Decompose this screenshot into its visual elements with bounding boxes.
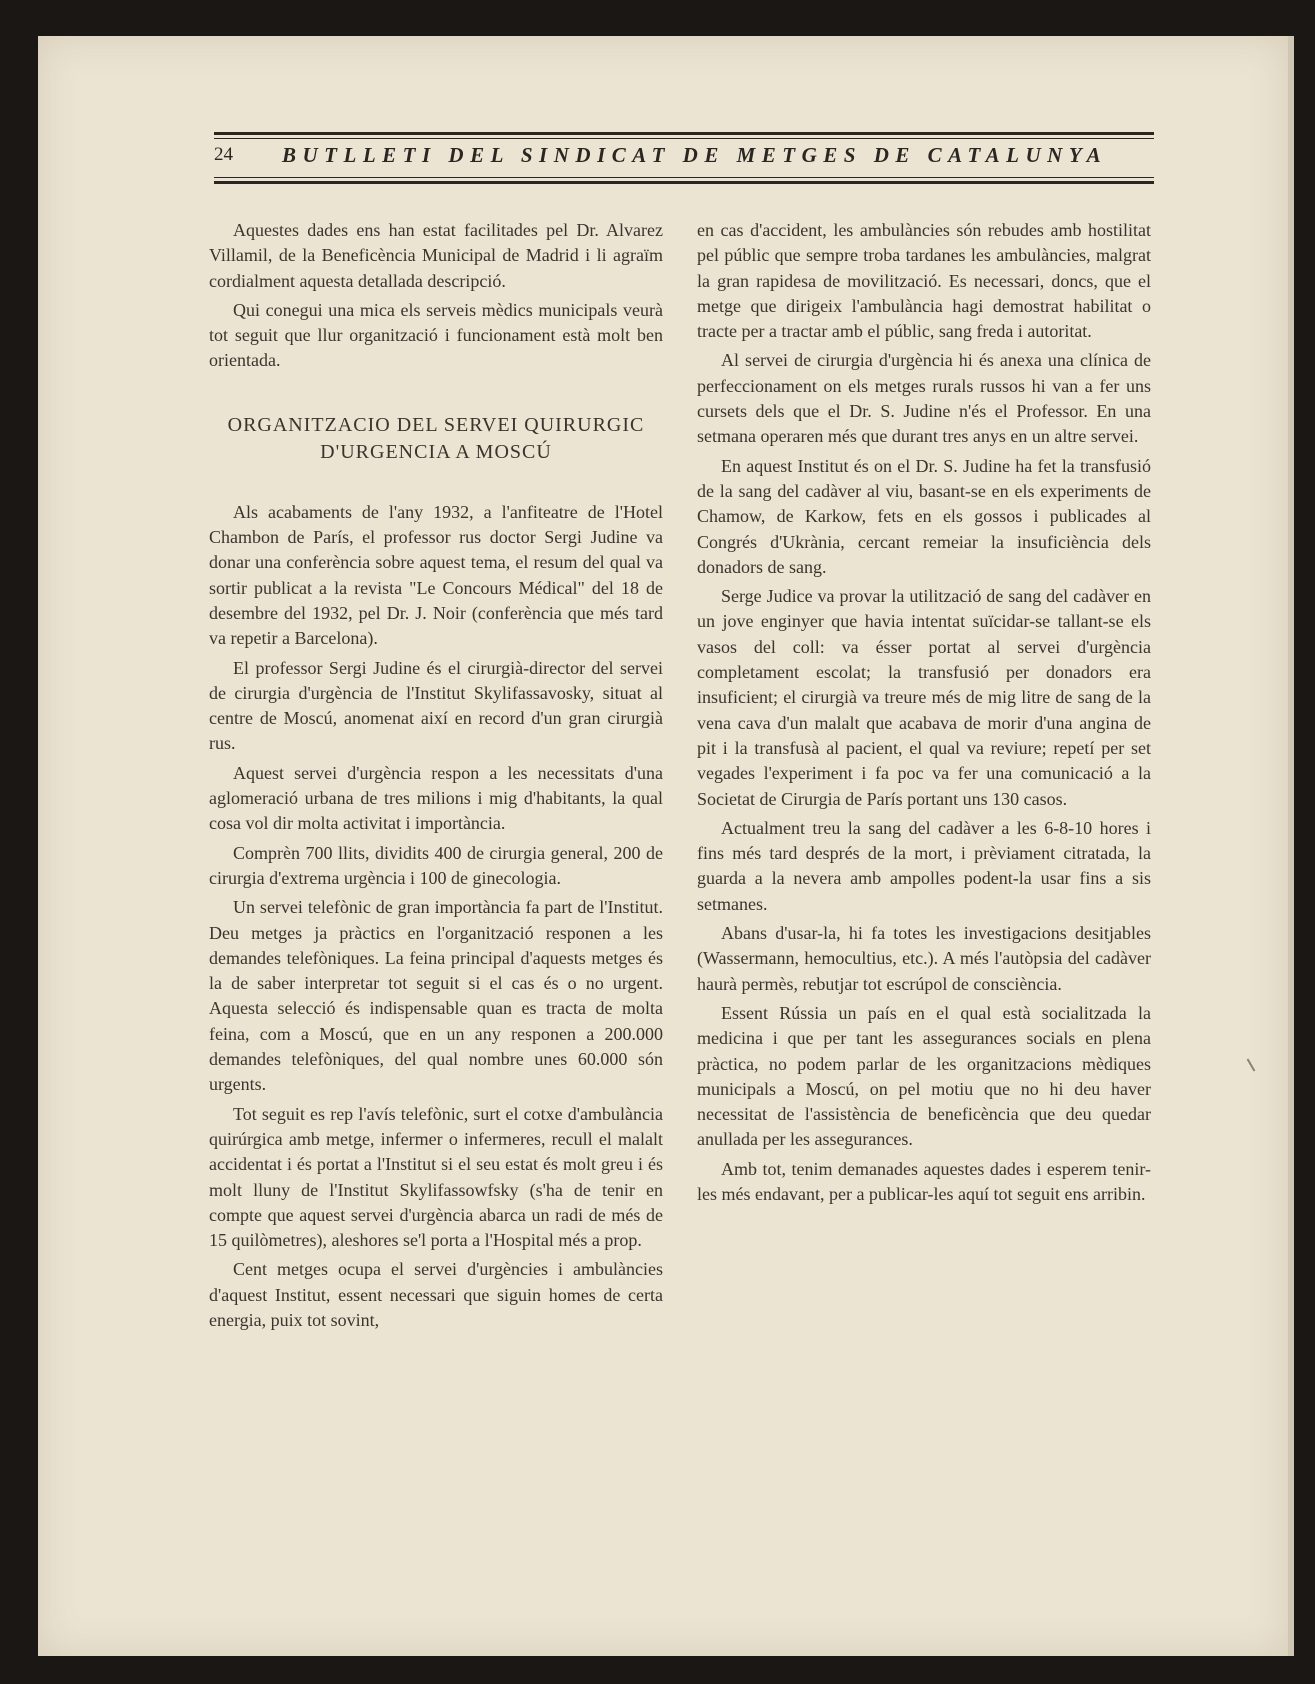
paragraph: en cas d'accident, les ambulàncies són rebudes amb hostilitat pel públic que sempre troba tardanes les ambulàncies, malgrat la gran rapidesa de movilització. Es necessari, doncs, que el metge que dirigeix l'ambulància hagi demostrat habilitat o tracte per a tractar amb el públic, sang freda i autoritat. [697, 220, 1151, 342]
page-number: 24 [214, 144, 233, 165]
left-column [209, 218, 663, 1337]
page-edge [1288, 36, 1294, 1656]
paragraph: Tot seguit es rep l'avís telefònic, surt el cotxe d'ambulància quirúrgica amb metge, infermer o infermeres, recull el malalt accidentat i és portat a l'Institut si el seu estat és molt greu i és molt lluny de l'Institut Skylifassowfsky (s'ha de tenir en compte que aquest servei d'urgència abarca un radi de més de 15 quilòmetres), aleshores se'l porta a l'Hospital més a prop. [209, 1103, 663, 1251]
running-title: BUTLLETI DEL SINDICAT DE METGES DE CATALUNYA [282, 143, 1108, 167]
paragraph: Essent Rússia un país en el qual està socialitzada la medicina i que per tant les assegurances socials en plena pràctica, no podem parlar de les organitzacions mèdiques municipals a Moscú, on pel motiu que no hi deu haver necessitat de l'assistència de beneficència que deu quedar anullada per les assegurances. [697, 1002, 1151, 1150]
paragraph: Aquest servei d'urgència respon a les necessitats d'una aglomeració urbana de tres milions i mig d'habitants, la qual cosa vol dir molta activitat i importància. [209, 762, 663, 834]
paragraph: Als acabaments de l'any 1932, a l'anfiteatre de l'Hotel Chambon de París, el professor rus doctor Sergi Judine va donar una conferència sobre aquest tema, el resum del qual va sortir publicat a la revista "Le Concours Médical" del 18 de desembre del 1932, pel Dr. J. Noir (conferència que més tard va repetir a Barcelona). [209, 501, 663, 649]
header-rule-bottom [214, 181, 1154, 184]
header-rule-top [214, 132, 1154, 135]
section-heading: ORGANITZACIO DEL SERVEI QUIRURGIC D'URGENCIA A MOSCÚ [227, 413, 645, 463]
header-rule-bottom-thin [214, 177, 1154, 178]
paragraph: Qui conegui una mica els serveis mèdics municipals veurà tot seguit que llur organització i funcionament està molt ben orientada. [209, 299, 663, 371]
paragraph: Cent metges ocupa el servei d'urgències i ambulàncies d'aquest Institut, essent necessari que siguin homes de certa energia, puix tot sovint, [209, 1259, 663, 1330]
paragraph: Aquestes dades ens han estat facilitades pel Dr. Alvarez Villamil, de la Beneficència Municipal de Madrid i li agraïm cordialment aquesta detallada descripció. [209, 220, 663, 291]
header-rule-top-thin [214, 138, 1154, 139]
paragraph: Actualment treu la sang del cadàver a les 6-8-10 hores i fins més tard després de la mort, i prèviament citratada, la guarda a la nevera amb ampolles podent-la usar fins a sis setmanes. [697, 817, 1151, 914]
paragraph: En aquest Institut és on el Dr. S. Judine ha fet la transfusió de la sang del cadàver al viu, basant-se en els experiments de Chamow, de Karkow, fets en els gossos i publicades al Congrés d'Ukrània, cercant remeiar la insuficiència dels donadors de sang. [697, 455, 1151, 577]
paragraph: Al servei de cirurgia d'urgència hi és anexa una clínica de perfeccionament on els metges rurals russos hi van a fer uns cursets dels que el Dr. S. Judine n'és el Professor. En una setmana operaren més que durant tres anys en un altre servei. [697, 350, 1151, 447]
paragraph: Amb tot, tenim demanades aquestes dades i esperem tenir-les més endavant, per a publicar-les aquí tot seguit ens arribin. [697, 1158, 1151, 1204]
right-column [697, 218, 1151, 1211]
paragraph: Serge Judice va provar la utilització de sang del cadàver en un jove enginyer que havia intentat suïcidar-se tallant-se els vasos del coll: va ésser portat al servei d'urgència completament escolat; la transfusió per donadors era insuficient; el cirurgià va treure més de mig litre de sang de la vena cava d'un malalt que acabava de morir d'una angina de pit i la transfusà al pacient, el qual va reviure; repetí per set vegades l'experiment i fa poc va fer una comunicació a la Societat de Cirurgia de París portant uns 130 casos. [697, 586, 1151, 809]
paragraph: El professor Sergi Judine és el cirurgià-director del servei de cirurgia d'urgència de l'Institut Skylifassavosky, situat al centre de Moscú, anomenat així en record d'un gran cirurgià rus. [209, 657, 663, 754]
paragraph: Abans d'usar-la, hi fa totes les investigacions desitjables (Wassermann, hemocultius, etc.). A més l'autòpsia del cadàver haurà permès, rebutjar tot escrúpol de consciència. [697, 923, 1151, 994]
paragraph: Comprèn 700 llits, dividits 400 de cirurgia general, 200 de cirurgia d'extrema urgència i 100 de ginecologia. [209, 842, 663, 888]
paragraph: Un servei telefònic de gran importància fa part de l'Institut. Deu metges ja pràctics en l'organització responen a les demandes telefòniques. La feina principal d'aquests metges és la de saber interpretar tot seguit si el cas és o no urgent. Aquesta selecció és indispensable quan es tracta de molta feina, com a Moscú, que en un any responen a 200.000 demandes telefòniques, del qual nombre unes 60.000 són urgents. [209, 897, 663, 1095]
running-header [214, 132, 1154, 186]
